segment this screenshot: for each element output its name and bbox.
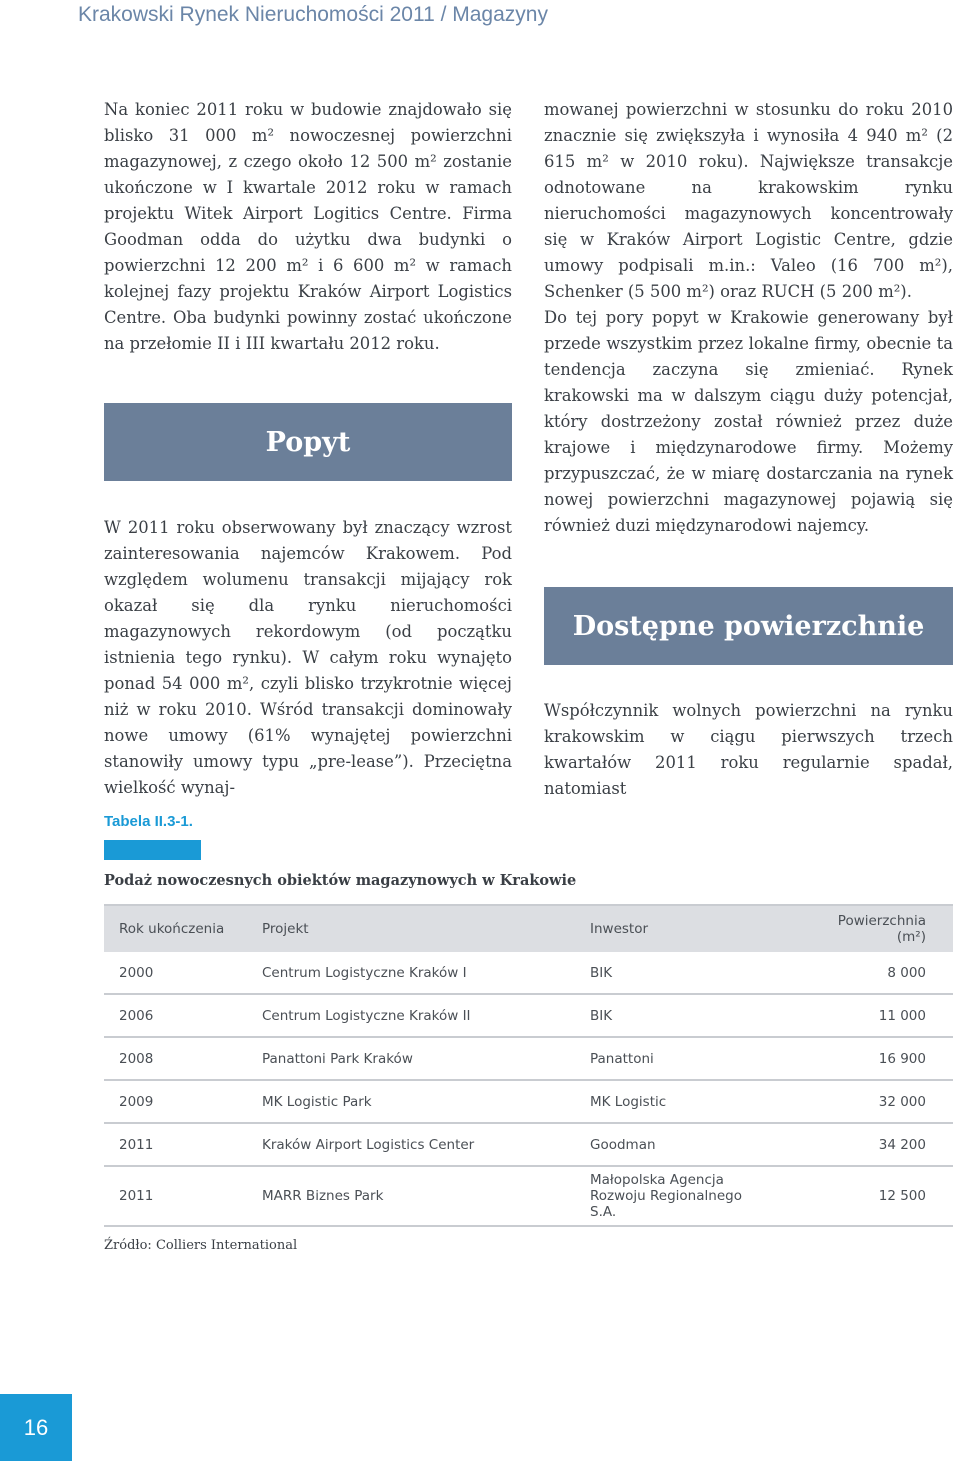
table-title: Podaż nowoczesnych obiektów magazynowych w Krakowie [104, 872, 577, 889]
cell-year: 2000 [104, 952, 247, 994]
table-row [104, 1123, 953, 1166]
intro-paragraph [104, 97, 512, 357]
cell-year: 2011 [104, 1166, 247, 1226]
cell-year: 2011 [104, 1123, 247, 1166]
cell-investor: Małopolska Agencja Rozwoju Regionalnego S.A. [575, 1166, 795, 1226]
cell-investor: Goodman [575, 1123, 795, 1166]
table-row [104, 1037, 953, 1080]
cell-project: Panattoni Park Kraków [247, 1037, 575, 1080]
table-header-row [104, 905, 953, 952]
cell-project: Centrum Logistyczne Kraków I [247, 952, 575, 994]
table-row [104, 994, 953, 1037]
table-label-bar [104, 840, 201, 860]
section-heading-popyt: Popyt [104, 403, 512, 481]
cell-area: 8 000 [795, 952, 953, 994]
header-year: Rok ukończenia [104, 905, 247, 952]
cell-project: Centrum Logistyczne Kraków II [247, 994, 575, 1037]
cell-project: MARR Biznes Park [247, 1166, 575, 1226]
cell-area: 34 200 [795, 1123, 953, 1166]
cell-project: MK Logistic Park [247, 1080, 575, 1123]
intro-text: Na koniec 2011 roku w budowie znajdowało się blisko 31 000 m² nowoczesnej powierzchni magazynowej, z czego około 12 500 m² zostanie ukończone w I kwartale 2012 roku w ramach projektu Witek Airport Logitics Centre. Firma Goodman odda do użytku dwa budynki o powierzchni 12 200 m² i 6 600 m² w ramach kolejnej fazy projektu Kraków Airport Logistics Centre. Oba budynki powinny zostać ukończone na przełomie II i III kwartału 2012 roku. [104, 100, 512, 353]
cell-area: 32 000 [795, 1080, 953, 1123]
dostepne-paragraph [544, 698, 953, 802]
cell-investor: BIK [575, 994, 795, 1037]
popyt-text: W 2011 roku obserwowany był znaczący wzrost zainteresowania najemców Krakowem. Pod względem wolumenu transakcji mijający rok okazał się dla rynku nieruchomości magazynowych rekordowym (od początku istnienia tego rynku). W całym roku wynajęto ponad 54 000 m², czyli blisko trzykrotnie więcej niż w roku 2010. Wśród transakcji dominowały nowe umowy (61% wynajętej powierzchni stanowiły umowy typu „pre-lease”). Przeciętna wielkość wynaj- [104, 518, 512, 797]
cell-area: 12 500 [795, 1166, 953, 1226]
cell-year: 2009 [104, 1080, 247, 1123]
popyt-paragraph [104, 515, 512, 801]
right-paragraph-2: Do tej pory popyt w Krakowie generowany był przede wszystkim przez lokalne firmy, obecnie ta tendencja zaczyna się zmieniać. Rynek krakowski ma w dalszym ciągu duży potencjał, który dostrzeżony został również przez duże krajowe i międzynarodowe firmy. Możemy przypuszczać, że w miarę dostarczania na rynek nowej powierzchni magazynowej pojawią się również duzi międzynarodowi najemcy. [544, 308, 953, 535]
table-row [104, 952, 953, 994]
cell-project: Kraków Airport Logistics Center [247, 1123, 575, 1166]
supply-table [104, 904, 953, 1227]
cell-year: 2006 [104, 994, 247, 1037]
page-header-title: Krakowski Rynek Nieruchomości 2011 / Magazyny [78, 3, 548, 26]
header-project: Projekt [247, 905, 575, 952]
dostepne-text: Współczynnik wolnych powierzchni na rynku krakowskim w ciągu pierwszych trzech kwartałów 2011 roku regularnie spadał, natomiast [544, 701, 953, 798]
section-heading-dostepne: Dostępne powierzchnie [544, 587, 953, 665]
table-row [104, 1166, 953, 1226]
page-number: 16 [0, 1394, 72, 1461]
right-column [544, 97, 953, 539]
cell-investor: MK Logistic [575, 1080, 795, 1123]
cell-area: 16 900 [795, 1037, 953, 1080]
table-source: Źródło: Colliers International [104, 1238, 298, 1253]
table-label: Tabela II.3-1. [104, 813, 193, 830]
cell-investor: Panattoni [575, 1037, 795, 1080]
cell-year: 2008 [104, 1037, 247, 1080]
table-row [104, 1080, 953, 1123]
cell-investor: BIK [575, 952, 795, 994]
cell-area: 11 000 [795, 994, 953, 1037]
header-area: Powierzchnia (m²) [795, 905, 953, 952]
header-investor: Inwestor [575, 905, 795, 952]
right-paragraph-1: mowanej powierzchni w stosunku do roku 2010 znacznie się zwiększyła i wynosiła 4 940 m² (2 615 m² w 2010 roku). Największe transakcje odnotowane na krakowskim rynku nieruchomości magazynowych koncentrowały się w Kraków Airport Logistic Centre, gdzie umowy podpisali m.in.: Valeo (16 700 m²), Schenker (5 500 m²) oraz RUCH (5 200 m²). [544, 100, 953, 301]
